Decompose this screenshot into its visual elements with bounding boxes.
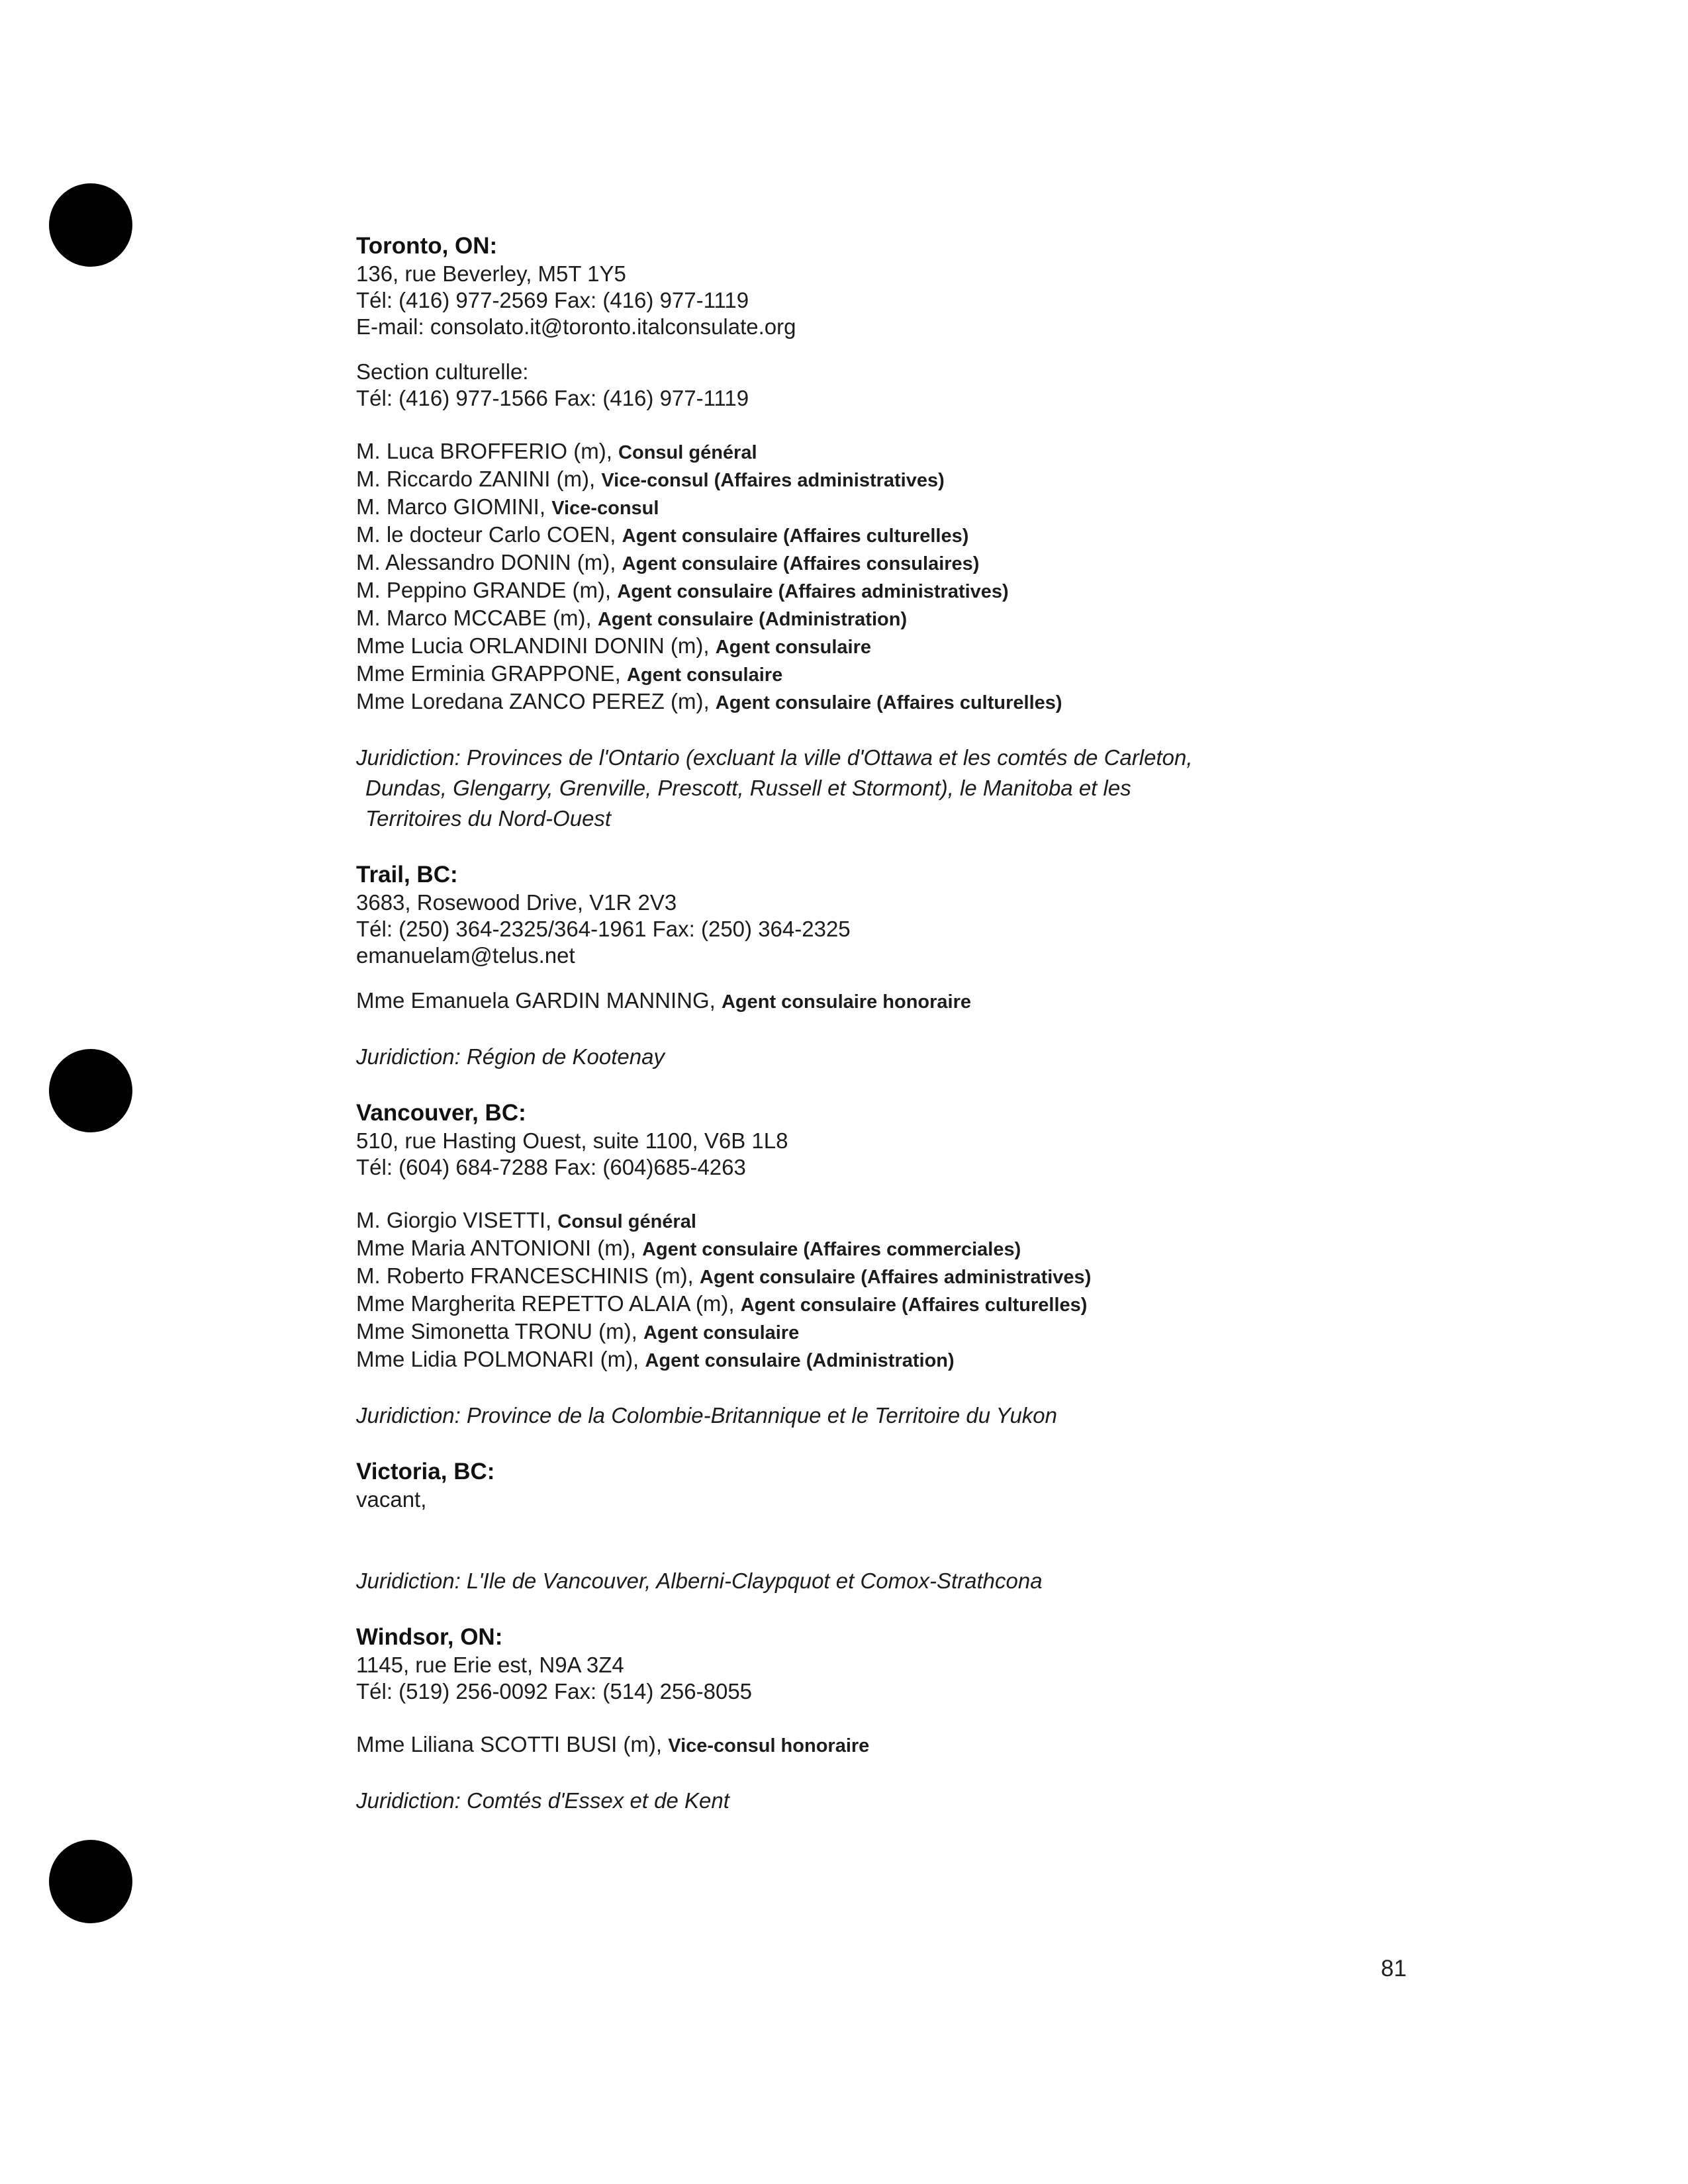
staff-name: Mme Lucia ORLANDINI DONIN (m), <box>356 633 710 658</box>
cultural-section-label: Section culturelle: <box>356 359 529 384</box>
section-victoria <box>356 1457 1614 1596</box>
phone-fax: Tél: (604) 684-7288 Fax: (604)685-4263 <box>356 1155 746 1179</box>
punch-hole <box>49 1840 132 1923</box>
staff-entry <box>356 1346 1614 1374</box>
staff-entry <box>356 522 1614 549</box>
staff-name: M. Marco MCCABE (m), <box>356 606 592 630</box>
staff-entry <box>356 494 1614 522</box>
address: 3683, Rosewood Drive, V1R 2V3 <box>356 890 677 915</box>
staff-name: Mme Simonetta TRONU (m), <box>356 1319 637 1343</box>
staff-name: M. Giorgio VISETTI, <box>356 1208 552 1232</box>
staff-role: Vice-consul (Affaires administratives) <box>601 470 945 491</box>
staff-name: M. Roberto FRANCESCHINIS (m), <box>356 1263 694 1288</box>
jurisdiction <box>356 1566 1614 1596</box>
punch-hole <box>49 183 132 267</box>
staff-entry <box>356 1235 1614 1263</box>
staff-role: Vice-consul <box>551 498 659 519</box>
staff-role: Agent consulaire (Affaires administratives) <box>617 581 1009 602</box>
phone-fax: Tél: (519) 256-0092 Fax: (514) 256-8055 <box>356 1679 753 1704</box>
staff-name: M. Luca BROFFERIO (m), <box>356 439 612 463</box>
phone-fax: Tél: (250) 364-2325/364-1961 Fax: (250) 364-2325 <box>356 917 851 941</box>
staff-entry <box>356 549 1614 577</box>
staff-name: M. Peppino GRANDE (m), <box>356 578 612 602</box>
jurisdiction-line: Juridiction: Province de la Colombie-Britannique et le Territoire du Yukon <box>356 1403 1058 1428</box>
jurisdiction-line: Juridiction: Provinces de l'Ontario (excluant la ville d'Ottawa et les comtés de Carleton, <box>356 745 1193 770</box>
address: 1145, rue Erie est, N9A 3Z4 <box>356 1653 624 1677</box>
jurisdiction <box>356 1042 1614 1072</box>
staff-role: Agent consulaire (Affaires commerciales) <box>642 1239 1021 1260</box>
staff-entry <box>356 1318 1614 1346</box>
staff-role: Agent consulaire <box>626 664 783 686</box>
section-vancouver <box>356 1099 1614 1431</box>
staff-name: M. Riccardo ZANINI (m), <box>356 467 596 491</box>
staff-entry <box>356 438 1614 466</box>
section-toronto <box>356 232 1614 834</box>
phone-fax: Tél: (416) 977-2569 Fax: (416) 977-1119 <box>356 288 749 312</box>
punch-hole <box>49 1049 132 1132</box>
address: 136, rue Beverley, M5T 1Y5 <box>356 261 626 286</box>
city-heading: Trail, BC: <box>356 862 458 887</box>
city-heading: Toronto, ON: <box>356 233 498 259</box>
staff-name: Mme Erminia GRAPPONE, <box>356 661 621 686</box>
email: emanuelam@telus.net <box>356 943 575 968</box>
staff-entry <box>356 466 1614 494</box>
city-heading: Windsor, ON: <box>356 1624 503 1650</box>
jurisdiction-line: Juridiction: Comtés d'Essex et de Kent <box>356 1788 729 1813</box>
staff-entry <box>356 605 1614 633</box>
staff-role: Agent consulaire (Affaires culturelles) <box>622 525 969 547</box>
jurisdiction-line: Territoires du Nord-Ouest <box>365 806 612 831</box>
staff-role: Agent consulaire <box>715 637 872 658</box>
staff-entry <box>356 688 1614 716</box>
staff-entry <box>356 660 1614 688</box>
jurisdiction <box>356 743 1614 834</box>
staff-entry <box>356 987 1614 1015</box>
section-trail <box>356 860 1614 1072</box>
staff-role: Agent consulaire <box>643 1322 800 1343</box>
staff-entry <box>356 577 1614 605</box>
city-heading: Victoria, BC: <box>356 1459 495 1484</box>
staff-entry <box>356 1263 1614 1291</box>
staff-name: M. Alessandro DONIN (m), <box>356 550 616 574</box>
staff-name: Mme Emanuela GARDIN MANNING, <box>356 988 716 1013</box>
page-number: 81 <box>1381 1956 1407 1981</box>
staff-role: Agent consulaire (Affaires administratives) <box>699 1267 1092 1288</box>
cultural-phone-fax: Tél: (416) 977-1566 Fax: (416) 977-1119 <box>356 386 749 410</box>
staff-name: Mme Maria ANTONIONI (m), <box>356 1236 636 1260</box>
jurisdiction-line: Juridiction: Région de Kootenay <box>356 1044 665 1069</box>
staff-name: Mme Loredana ZANCO PEREZ (m), <box>356 689 710 713</box>
staff-name: M. Marco GIOMINI, <box>356 494 546 519</box>
email: E-mail: consolato.it@toronto.italconsulate.org <box>356 314 796 339</box>
staff-name: Mme Margherita REPETTO ALAIA (m), <box>356 1291 735 1316</box>
staff-list <box>356 1207 1614 1374</box>
staff-role: Agent consulaire (Administration) <box>645 1350 955 1371</box>
staff-entry <box>356 1207 1614 1235</box>
jurisdiction <box>356 1786 1614 1816</box>
section-windsor <box>356 1623 1614 1816</box>
staff-role: Agent consulaire (Affaires culturelles) <box>740 1295 1088 1316</box>
staff-entry <box>356 633 1614 660</box>
staff-role: Agent consulaire honoraire <box>721 991 972 1013</box>
jurisdiction-line: Dundas, Glengarry, Grenville, Prescott, Russell et Stormont), le Manitoba et les <box>365 776 1131 800</box>
staff-list <box>356 438 1614 716</box>
city-heading: Vancouver, BC: <box>356 1100 526 1126</box>
staff-name: M. le docteur Carlo COEN, <box>356 522 616 547</box>
staff-role: Vice-consul honoraire <box>668 1735 870 1756</box>
staff-role: Agent consulaire (Affaires consulaires) <box>622 553 980 574</box>
jurisdiction <box>356 1400 1614 1431</box>
status: vacant, <box>356 1487 427 1512</box>
staff-name: Mme Lidia POLMONARI (m), <box>356 1347 639 1371</box>
address: 510, rue Hasting Ouest, suite 1100, V6B 1L8 <box>356 1128 788 1153</box>
staff-name: Mme Liliana SCOTTI BUSI (m), <box>356 1732 663 1756</box>
staff-role: Consul général <box>557 1211 696 1232</box>
jurisdiction-line: Juridiction: L'Ile de Vancouver, Alberni-Claypquot et Comox-Strathcona <box>356 1569 1043 1593</box>
staff-entry <box>356 1291 1614 1318</box>
staff-role: Consul général <box>618 442 757 463</box>
staff-entry <box>356 1731 1614 1759</box>
staff-role: Agent consulaire (Affaires culturelles) <box>715 692 1062 713</box>
consulate-list <box>356 232 1614 1816</box>
staff-role: Agent consulaire (Administration) <box>597 609 908 630</box>
